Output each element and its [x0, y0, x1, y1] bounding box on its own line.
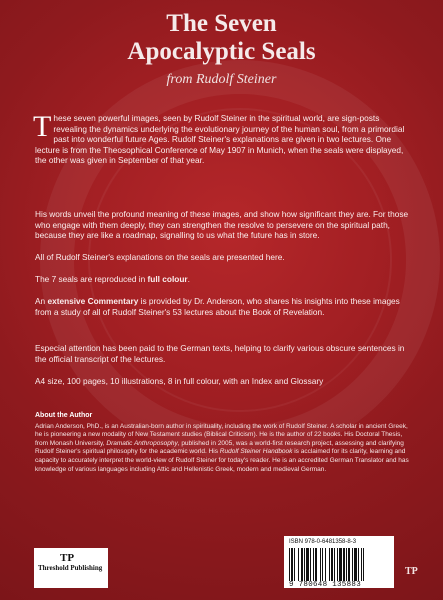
book-specs: A4 size, 100 pages, 10 illustrations, 8 in full colour, with an Index and Glossary	[35, 376, 324, 386]
blurb-paragraph-5	[35, 296, 409, 317]
p5-bold: extensive Commentary	[47, 296, 139, 306]
isbn-barcode	[284, 536, 394, 588]
blurb-paragraph-3: All of Rudolf Steiner's explanations on the seals are presented here.	[35, 252, 285, 262]
p5-text-c: is provided by Dr. Anderson, who shares his insights into these images from a study of all of Rudolf Steiner's 53 lectures about the Book of Revelation.	[35, 296, 400, 317]
book-title-line-2: Apocalyptic Seals	[127, 38, 316, 65]
barcode-number: 9 780648 135883	[289, 581, 362, 589]
blurb-paragraph-4	[35, 274, 409, 285]
about-italic-1: Dramatic Anthroposophy	[106, 439, 178, 447]
publisher-logo-tp: TP	[60, 552, 75, 564]
blurb-paragraph-2: His words unveil the profound meaning of these images, and show how significant they are. For those who engage with them deeply, they can strengthen the resolve to persevere on the spiritual path, because they are like a roadmap, signalling to us what the future has in store.	[35, 209, 409, 241]
publisher-mark: TP	[405, 566, 418, 577]
barcode-bar	[364, 548, 366, 581]
about-italic-2: Rudolf Steiner Handbook	[219, 448, 293, 456]
p4-text-c: .	[187, 274, 190, 284]
drop-cap: T	[33, 110, 52, 143]
p4-bold: full colour	[147, 274, 188, 284]
blurb-paragraph-1	[33, 110, 409, 166]
about-author-heading: About the Author	[35, 412, 93, 419]
barcode-bars	[289, 548, 389, 581]
about-text-b: , published in 2005, was a world-first research project, assessing and clarifying Rudolf Steiner's spiritual philosophy for the academic world. His	[35, 439, 404, 456]
p4-text-a: The 7 seals are reproduced in	[35, 274, 148, 284]
publisher-logo	[34, 548, 108, 588]
about-author-text	[35, 423, 413, 475]
blurb-paragraph-1-text: hese seven powerful images, seen by Rudolf Steiner in the spiritual world, are sign-posts revealing the dynamics underlying the evolutionary journey of the human soul, from a primordial past into wonderful future Ages. Rudolf Steiner's explanations are given in two lectures. One lecture is from the Theosophical Conference of May 1907 in Munich, when the seals were displayed, the other was given in September of that year.	[35, 113, 405, 166]
about-text-c: is acclaimed for its clarity, learning and capacity to accurately interpret the world-view of Rudolf Steiner for today's reader. He is an accredited German Translator and has knowledge of various languages including Attic and Hellenistic Greek, modern and medieval German.	[35, 448, 409, 473]
book-title-line-1: The Seven	[166, 10, 277, 37]
publisher-word-1: Threshold	[38, 564, 69, 572]
book-subtitle: from Rudolf Steiner	[166, 72, 277, 87]
isbn-text: ISBN 978-0-6481358-8-3	[289, 539, 357, 545]
publisher-logo-name	[38, 564, 104, 573]
about-text-a: Adrian Anderson, PhD., is an Australian-born author in spirituality, including the work of Rudolf Steiner. A scholar in ancient Greek, he is pioneering a new modality of New Testament studies (Biblical Criticism). He is the author of 22 books. His Doctoral Thesis, from Monash University,	[35, 422, 408, 447]
publisher-word-2: Publishing	[70, 564, 103, 572]
blurb-paragraph-6: Especial attention has been paid to the German texts, helping to clarify various obscure sentences in the official transcript of the lectures.	[35, 343, 405, 364]
about-author-section	[35, 412, 413, 474]
p5-text-a: An	[35, 296, 48, 306]
